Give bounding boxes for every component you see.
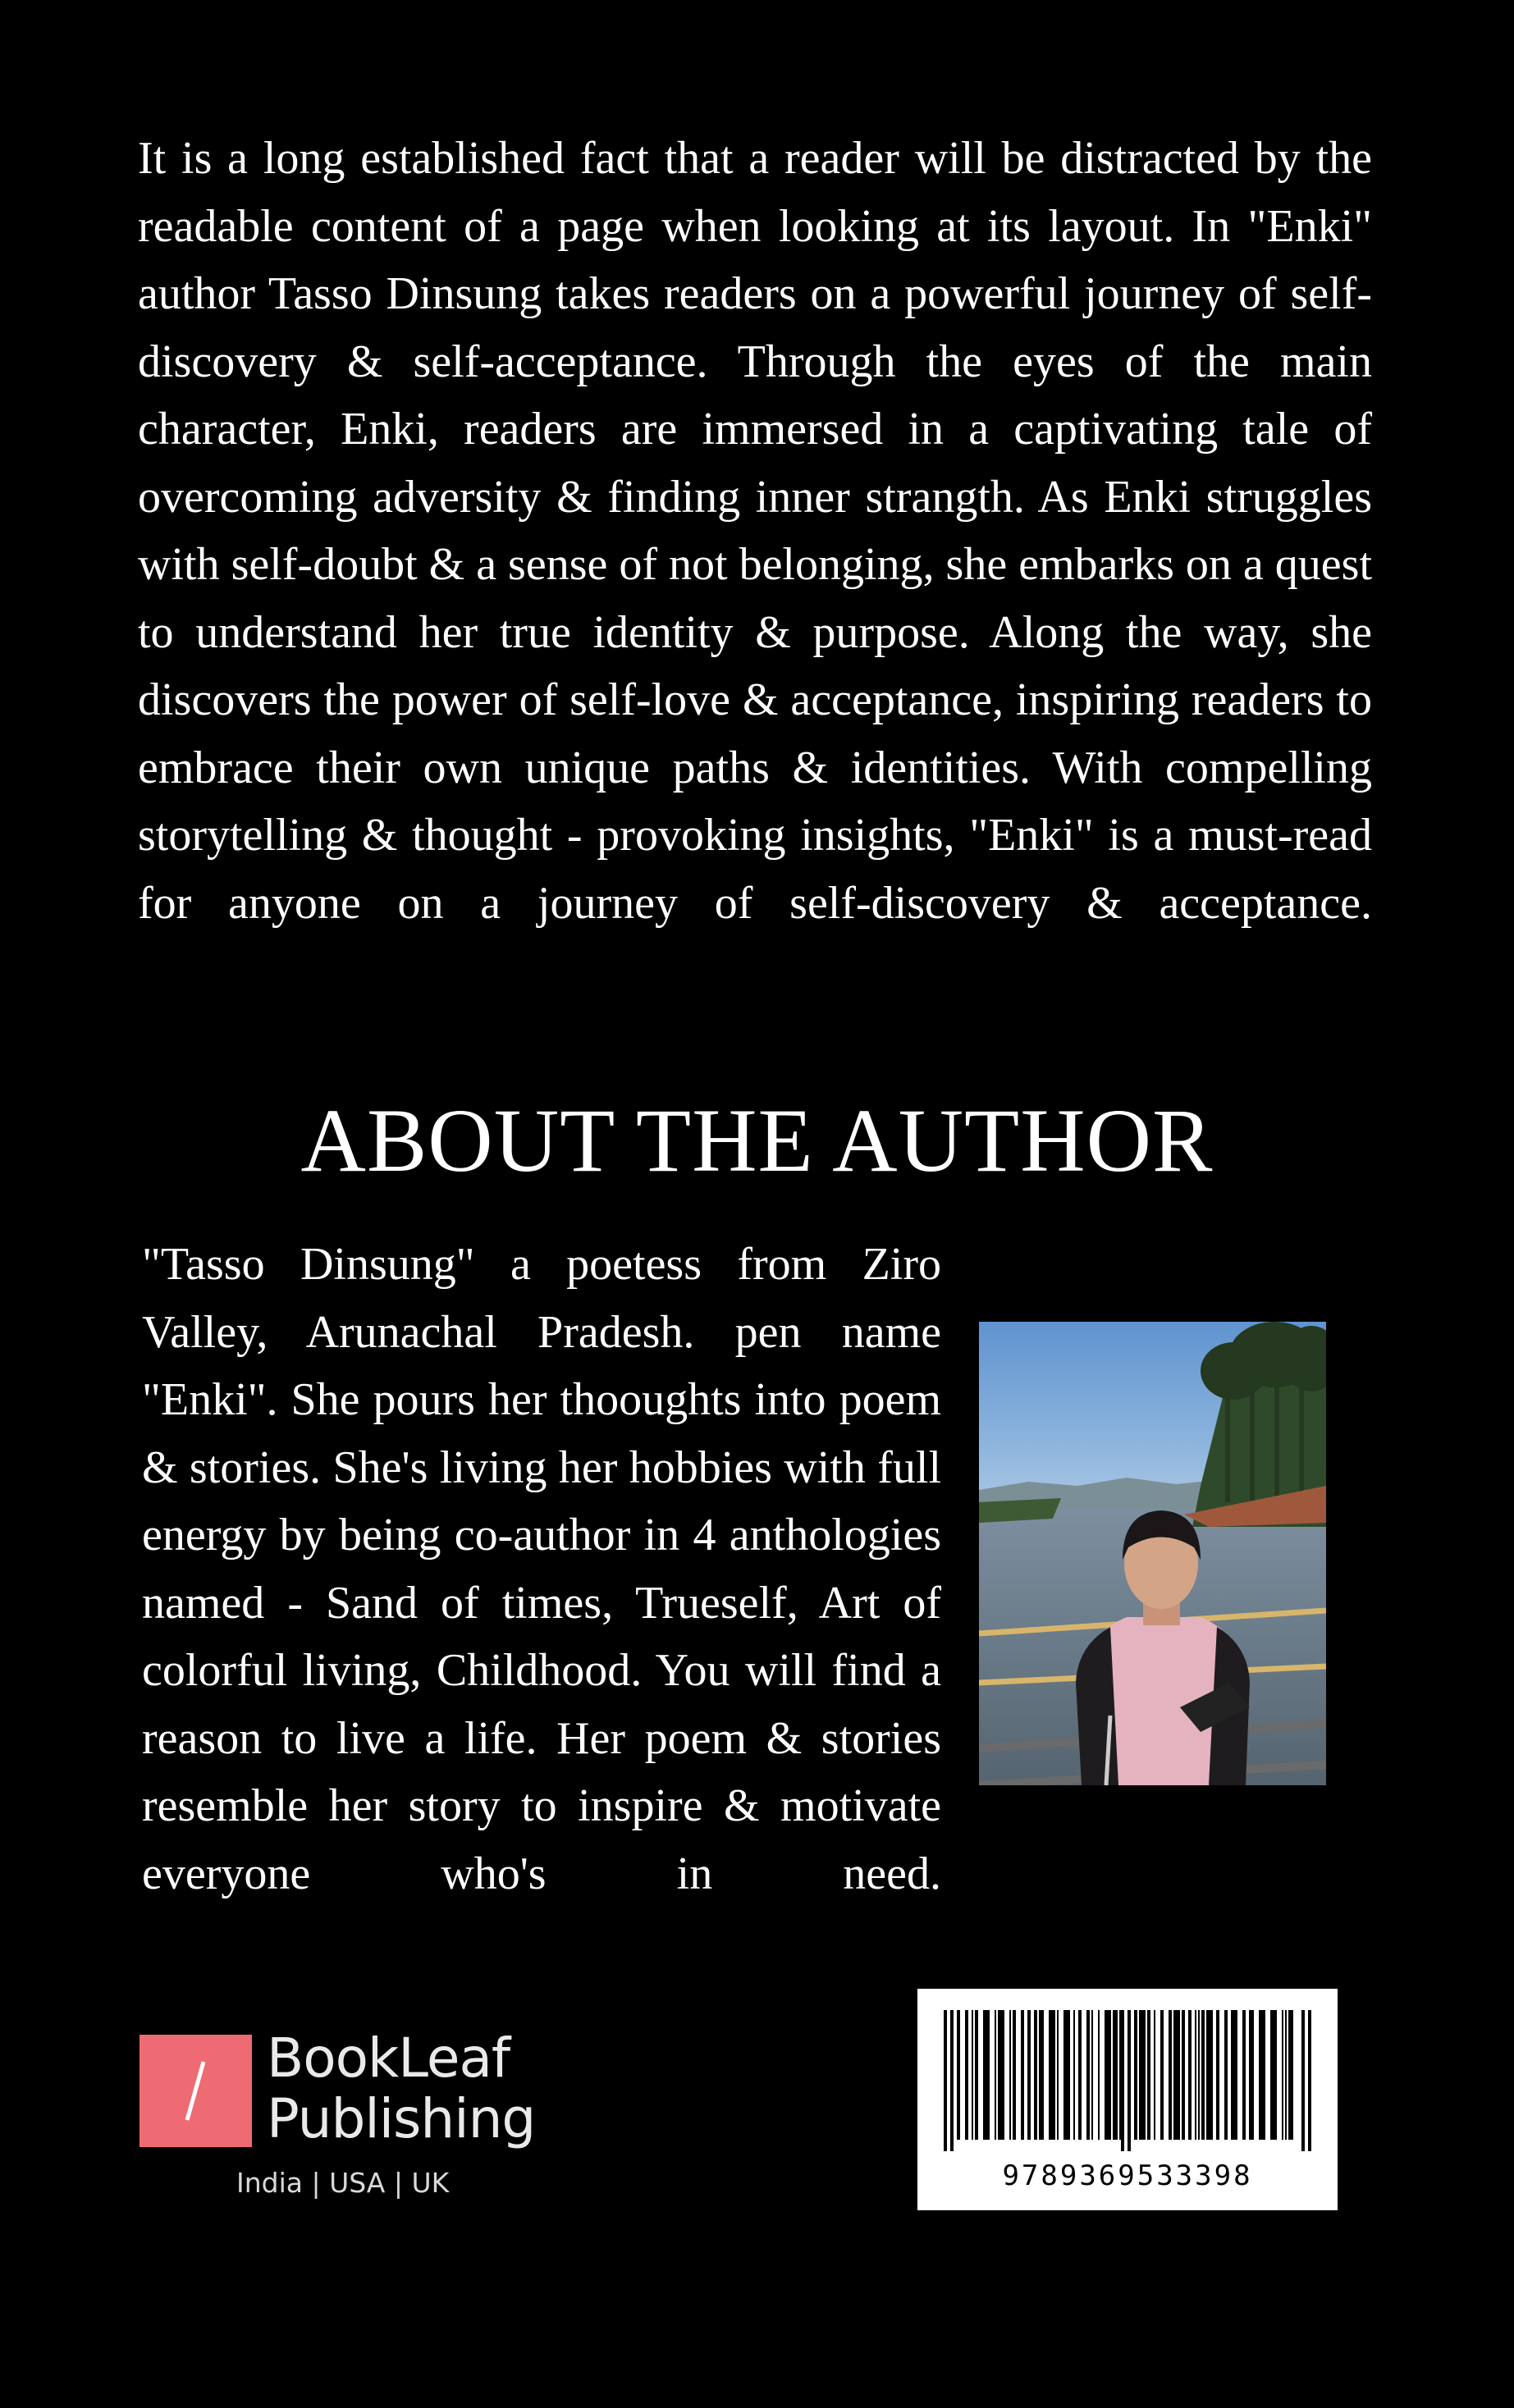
author-bio: "Tasso Dinsung" a poetess from Ziro Valley, Arunachal Pradesh. pen name "Enki". She pours her thooughts into poem & stories. She's living her hobbies with full energy by being co-author in 4 anthologies named - Sand of times, Trueself, Art of colorful living, Childhood. You will find a reason to live a life. Her poem & stories resemble her story to inspire & motivate everyone who's in need. bbox=[142, 1239, 941, 1899]
barcode-bars-icon bbox=[944, 2010, 1311, 2151]
publisher-name bbox=[267, 2028, 535, 2150]
author-photo bbox=[979, 1322, 1326, 1785]
publisher-regions: India | USA | UK bbox=[236, 2167, 450, 2199]
about-author-heading: ABOUT THE AUTHOR bbox=[300, 1090, 1214, 1190]
publisher-name-line1: BookLeaf bbox=[267, 2026, 510, 2090]
publisher-name-line2: Publishing bbox=[267, 2087, 536, 2150]
isbn-barcode bbox=[917, 1989, 1338, 2210]
logo-mark-icon bbox=[140, 2035, 252, 2147]
back-cover-blurb: It is a long established fact that a reader will be distracted by the readable content of a page when looking at its layout. In "Enki" author Tasso Dinsung takes readers on a powerful journey of self-discovery & self-acceptance. Through the eyes of the main character, Enki, readers are immersed in a captivating tale of overcoming adversity & finding inner strangth. As Enki struggles with self-doubt & a sense of not belonging, she embarks on a quest to understand her true identity & purpose. Along the way, she discovers the power of self-love & acceptance, inspiring readers to embrace their own unique paths & identities. With compelling storytelling & thought - provoking insights, "Enki" is a must-read for anyone on a journey of self-discovery & acceptance. bbox=[138, 133, 1372, 929]
isbn-number: 9789369533398 bbox=[1002, 2159, 1253, 2192]
bookleaf-publishing-logo bbox=[140, 2026, 566, 2214]
